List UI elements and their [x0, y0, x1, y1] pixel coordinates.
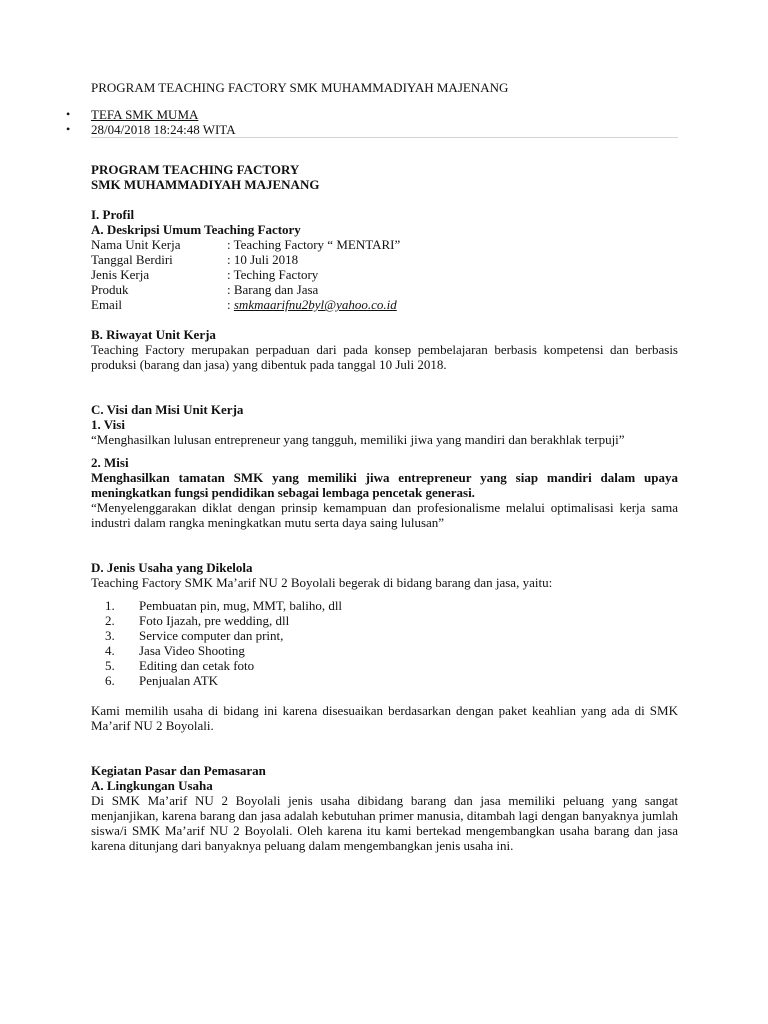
list-item — [91, 643, 678, 658]
post-timestamp-text: 28/04/2018 18:24:48 WITA — [91, 122, 236, 137]
page-title: PROGRAM TEACHING FACTORY SMK MUHAMMADIYAH MAJENANG — [91, 80, 509, 95]
profile-value: : Teching Factory — [227, 267, 319, 282]
email-link[interactable]: smkmaarifnu2byl@yahoo.co.id — [233, 297, 397, 312]
profile-row-email — [91, 297, 678, 312]
misi-paragraph: “Menyelenggarakan diklat dengan prinsip kemampuan dan profesionalisme melalui optimalisasi kerja sama industri dalam rangka meningkatkan mutu serta daya saing lulusan” — [91, 500, 678, 530]
misi-heading: 2. Misi — [91, 455, 129, 470]
list-item-number: 1. — [105, 598, 115, 613]
post-timestamp — [66, 122, 236, 137]
visi-paragraph: “Menghasilkan lulusan entrepreneur yang tangguh, memiliki jiwa yang mandiri dan berakhlak terpuji” — [91, 432, 625, 447]
profile-key: Tanggal Berdiri — [91, 252, 173, 267]
lingkungan-heading: A. Lingkungan Usaha — [91, 778, 213, 793]
document-body — [91, 162, 678, 853]
usaha-intro: Teaching Factory SMK Ma’arif NU 2 Boyolali begerak di bidang barang dan jasa, yaitu: — [91, 575, 553, 590]
list-item-text: Jasa Video Shooting — [139, 643, 245, 658]
email-colon: : — [227, 297, 234, 312]
visi-heading: 1. Visi — [91, 417, 125, 432]
profile-value: : Barang dan Jasa — [227, 282, 319, 297]
list-item — [91, 613, 678, 628]
profile-value: : Teaching Factory “ MENTARI” — [227, 237, 401, 252]
section-visimisi-heading: C. Visi dan Misi Unit Kerja — [91, 402, 244, 417]
list-item-number: 3. — [105, 628, 115, 643]
section-riwayat-heading: B. Riwayat Unit Kerja — [91, 327, 216, 342]
profile-value — [227, 297, 678, 312]
list-item-number: 4. — [105, 643, 115, 658]
section-profil-heading: I. Profil — [91, 207, 135, 222]
profile-key: Produk — [91, 282, 129, 297]
list-item-text: Editing dan cetak foto — [139, 658, 255, 673]
author-link[interactable] — [66, 107, 236, 122]
list-item — [91, 673, 678, 688]
profile-key: Email — [91, 297, 123, 312]
section-pasar-heading: Kegiatan Pasar dan Pemasaran — [91, 763, 266, 778]
section-usaha-heading: D. Jenis Usaha yang Dikelola — [91, 560, 253, 575]
lingkungan-paragraph: Di SMK Ma’arif NU 2 Boyolali jenis usaha dibidang barang dan jasa memiliki peluang yang sangat menjanjikan, karena barang dan jasa adalah kebutuhan primer manusia, ditambah lagi dengan banyaknya jumlah siswa/i SMK Ma’arif NU 2 Boyolali. Oleh karena itu kami bertekad mengembangkan usaha barang dan jasa karena ditunjang dari banyaknya peluang dalam mengembangkan jenis usaha ini. — [91, 793, 678, 853]
profile-key: Jenis Kerja — [91, 267, 150, 282]
list-item-number: 6. — [105, 673, 115, 688]
profile-row — [91, 267, 678, 282]
profile-row — [91, 252, 678, 267]
riwayat-paragraph: Teaching Factory merupakan perpaduan dari pada konsep pembelajaran berbasis kompetensi dan berbasis produksi (barang dan jasa) yang dibentuk pada tanggal 10 Juli 2018. — [91, 342, 678, 372]
profile-row — [91, 282, 678, 297]
post-meta-list — [66, 107, 236, 137]
list-item-text: Service computer dan print, — [139, 628, 284, 643]
list-item — [91, 628, 678, 643]
author-link-text[interactable]: TEFA SMK MUMA — [91, 107, 199, 122]
doc-heading-line2: SMK MUHAMMADIYAH MAJENANG — [91, 177, 320, 192]
profile-key: Nama Unit Kerja — [91, 237, 181, 252]
profile-value: : 10 Juli 2018 — [227, 252, 299, 267]
list-item-text: Foto Ijazah, pre wedding, dll — [139, 613, 290, 628]
list-item — [91, 598, 678, 613]
misi-bold-paragraph: Menghasilkan tamatan SMK yang memiliki jiwa entrepreneur yang siap mandiri dalam upaya meningkatkan fungsi pendidikan sebagai lembaga pencetak generasi. — [91, 470, 678, 500]
section-deskripsi-heading: A. Deskripsi Umum Teaching Factory — [91, 222, 301, 237]
usaha-closing: Kami memilih usaha di bidang ini karena disesuaikan berdasarkan dengan paket keahlian yang ada di SMK Ma’arif NU 2 Boyolali. — [91, 703, 678, 733]
list-item-number: 5. — [105, 658, 115, 673]
list-item — [91, 658, 678, 673]
usaha-list — [91, 598, 678, 688]
profile-table — [91, 237, 678, 312]
header-divider — [91, 137, 678, 138]
list-item-number: 2. — [105, 613, 115, 628]
doc-heading-line1: PROGRAM TEACHING FACTORY — [91, 162, 300, 177]
list-item-text: Pembuatan pin, mug, MMT, baliho, dll — [139, 598, 343, 613]
profile-row — [91, 237, 678, 252]
list-item-text: Penjualan ATK — [139, 673, 219, 688]
